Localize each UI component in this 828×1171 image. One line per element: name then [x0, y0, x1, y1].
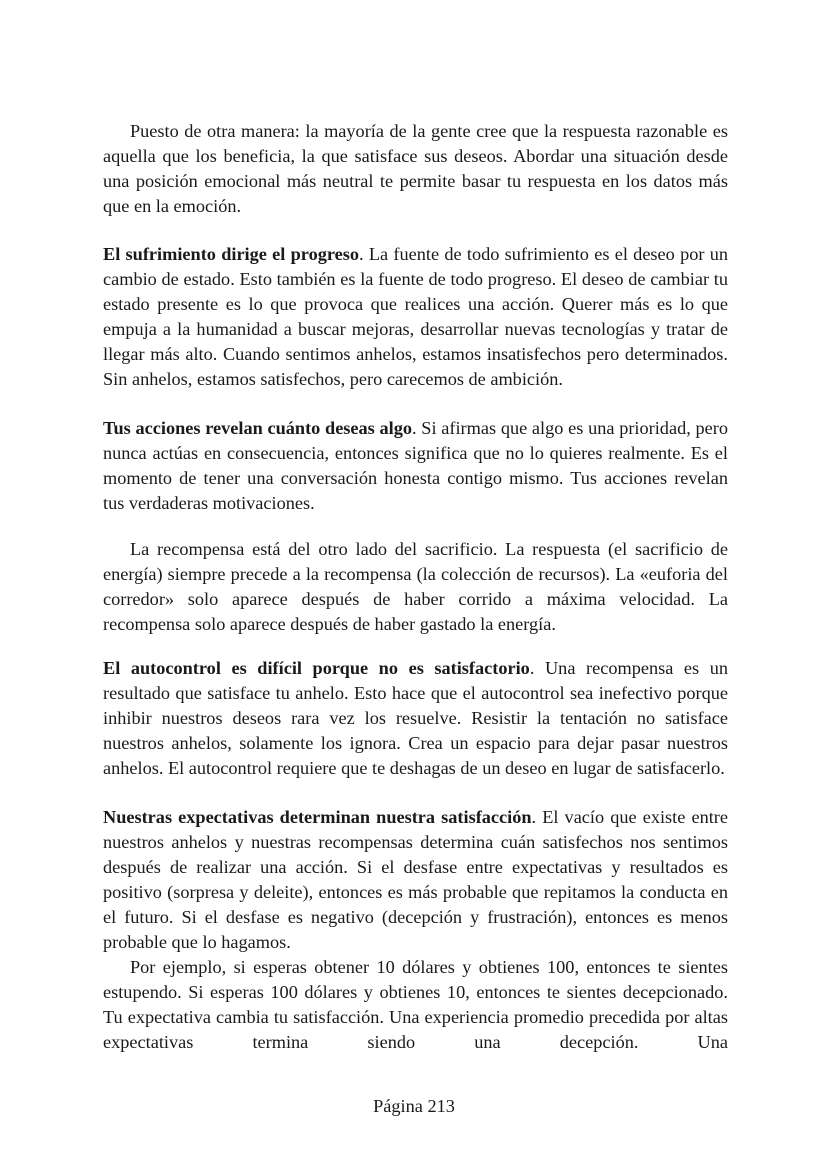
paragraph-heading: Nuestras expectativas determinan nuestra satisfacción — [103, 807, 532, 827]
paragraph-6 — [103, 805, 728, 954]
paragraph-4 — [103, 537, 728, 637]
paragraph-text: . El vacío que existe entre nuestros anhelos y nuestras recompensas determina cuán satisfechos nos sentimos después de realizar una acción. Si el desfase entre expectativas y resultados es positivo (sorpresa y deleite), entonces es más probable que repitamos la conducta en el futuro. Si el desfase es negativo (decepción y frustración), entonces es menos probable que lo hagamos. — [103, 807, 728, 952]
paragraph-heading: Tus acciones revelan cuánto deseas algo — [103, 418, 413, 438]
paragraph-heading: El autocontrol es difícil porque no es satisfactorio — [103, 658, 530, 678]
page-number: Página 213 — [373, 1096, 455, 1116]
paragraph-2 — [103, 242, 728, 391]
paragraph-text: . Una recompensa es un resultado que satisface tu anhelo. Esto hace que el autocontrol sea inefectivo porque inhibir nuestros deseos rara vez los resuelve. Resistir la tentación no satisface nuestros anhelos, solamente los ignora. Crea un espacio para dejar pasar nuestros anhelos. El autocontrol requiere que te deshagas de un deseo en lugar de satisfacerlo. — [103, 658, 728, 778]
paragraph-text: La recompensa está del otro lado del sacrificio. La respuesta (el sacrificio de energía) siempre precede a la recompensa (la colección de recursos). La «euforia del corredor» solo aparece después de haber corrido a máxima velocidad. La recompensa solo aparece después de haber gastado la energía. — [103, 539, 728, 634]
paragraph-text: Puesto de otra manera: la mayoría de la gente cree que la respuesta razonable es aquella que los beneficia, la que satisface sus deseos. Abordar una situación desde una posición emocional más neutral te permite basar tu respuesta en los datos más que en la emoción. — [103, 121, 728, 216]
paragraph-text: . La fuente de todo sufrimiento es el deseo por un cambio de estado. Esto también es la fuente de todo progreso. El deseo de cambiar tu estado presente es lo que provoca que realices una acción. Querer más es lo que empuja a la humanidad a buscar mejoras, desarrollar nuevas tecnologías y tratar de llegar más alto. Cuando sentimos anhelos, estamos insatisfechos pero determinados. Sin anhelos, estamos satisfechos, pero carecemos de ambición. — [103, 244, 728, 389]
paragraph-5 — [103, 656, 728, 781]
paragraph-heading: El sufrimiento dirige el progreso — [103, 244, 360, 264]
paragraph-3 — [103, 416, 728, 516]
paragraph-7 — [103, 955, 728, 1055]
paragraph-text: Por ejemplo, si esperas obtener 10 dólares y obtienes 100, entonces te sientes estupendo. Si esperas 100 dólares y obtienes 10, entonces te sientes decepcionado. Tu expectativa cambia tu satisfacción. Una experiencia promedio precedida por altas expectativas termina siendo una decepción. Una — [103, 957, 728, 1052]
paragraph-text: . Si afirmas que algo es una prioridad, pero nunca actúas en consecuencia, entonces significa que no lo quieres realmente. Es el momento de tener una conversación honesta contigo mismo. Tus acciones revelan tus verdaderas motivaciones. — [103, 418, 728, 513]
paragraph-1 — [103, 119, 728, 219]
